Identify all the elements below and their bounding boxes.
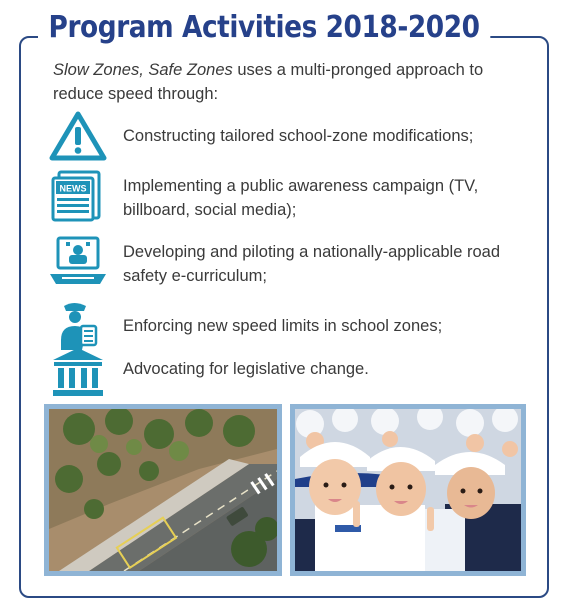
program-name: Slow Zones, Safe Zones [53, 61, 233, 79]
laptop-icon [48, 236, 108, 288]
street-photo [44, 404, 282, 576]
activity-text: Advocating for legislative change. [123, 360, 369, 378]
activity-text: Enforcing new speed limits in school zones; [123, 317, 443, 335]
children-photo [290, 404, 526, 576]
intro-paragraph [53, 58, 523, 106]
activity-text: Constructing tailored school-zone modifications; [123, 127, 474, 145]
activity-item [46, 170, 536, 226]
intro-text: uses a multi-pronged approach to reduce speed through: [53, 61, 484, 103]
activity-text: Implementing a public awareness campaign (TV, billboard, social media); [123, 177, 479, 219]
police-officer-icon [48, 300, 108, 352]
page-title: Program Activities 2018-2020 [38, 8, 490, 48]
newspaper-icon [48, 170, 108, 222]
activity-item [46, 110, 536, 166]
activity-item [46, 346, 536, 402]
activity-item [46, 236, 536, 292]
courthouse-icon [48, 346, 108, 398]
activity-text: Developing and piloting a nationally-applicable road safety e-curriculum; [123, 243, 501, 285]
svg-text:NEWS: NEWS [59, 183, 87, 194]
warning-triangle-icon [48, 110, 108, 162]
